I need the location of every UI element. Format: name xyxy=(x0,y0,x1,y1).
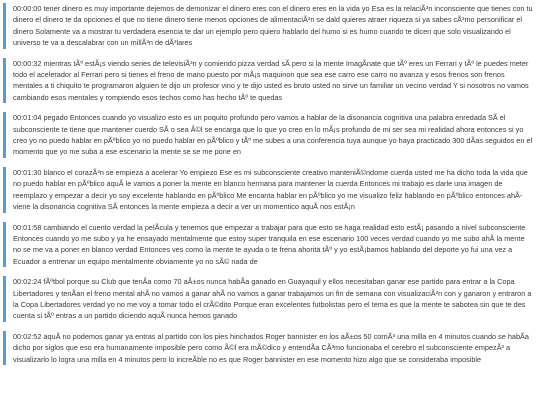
caption-text: mientras tÃº estÃ¡s viendo series de televisiÃ³n y comiendo pizza verdad sÃ pero si la mente ImagÃnate que tÃº eres un Ferrari y tÃº le puedes meter todo el acelerador al Ferrari pero si tienes el freno de mano puesto por mÃ¡s maquinon que sea ese carro ese carro no avanza y esos frenos son frenos mentales a ti chiquito te programaron alguien te dijo un profesor vino y te dijo usted es bruto usted no sirve un familiar un vecino verdad Y si nosotros no vamos cambiando esos mentales y rompiendo esos techos como has hecho tÃº te quedas xyxy=(13,58,529,102)
caption-text: aquÃ no podemos ganar ya entras al partido con los pies hinchados Roger bannister en los aÃ±os 50 corriÃ³ una milla en 4 minutos cuando se habÃa dicho por siglos que eso era humanamente imposible pero como Ã©l era mÃ©dico y entendÃa CÃ³mo funcionaba el cerebro el subconsciente empezÃ³ a visualizarlo lo logra una milla en 4 minutos pero lo increÃble no es que Roger bannister en ese momento hizo algo que se consideraba imposible xyxy=(13,331,529,364)
timestamp: 00:00:32 xyxy=(13,58,42,68)
timestamp: 00:01:30 xyxy=(13,167,42,177)
transcript-entry xyxy=(3,58,534,104)
timestamp: 00:00:00 xyxy=(13,4,42,13)
transcript-entry xyxy=(3,222,534,268)
transcript-entry xyxy=(3,331,534,365)
timestamp: 00:01:58 xyxy=(13,222,42,232)
transcript-entry xyxy=(3,112,534,158)
caption-text: cambiando el cuento verdad la pelÃcula y tenemos que empezar a trabajar para que esto se haga realidad esto estÃ¡ pasando a nivel subconsciente Entonces cuando yo me subo y ya he ensayado mentalmente que estoy super tranquila en ese escenario 100 veces verdad cuando yo me subo ahÃ la mente no se me va a poner en blanco verdad Entonces ves como la mente te ayuda o te frena ahorita tÃº y yo estÃ¡bamos hablando del deporte yo fui una vez a Ecuador a entrenar un equipo mentalmente obviamente yo no sÃ© nada de xyxy=(13,222,526,266)
caption-text: tener dinero es muy importante dejemos de demonizar el dinero eres con el dinero eres en la vida yo Esa es la relaciÃ³n inconsciente que tienes con tu dinero el dinero te da opciones el que no tiene dinero tiene menos opciones de alimentaciÃ³n se dald quieres atraer riqueza si ya sabes cÃ³mo personificar el dinero Solamente va a mostrar tu verdadera esencia te dar un ejemplo pero quiero hablarlo del humo si es humo cuando te dicen que solo visualizando el universo te va a descalabrar con un millÃ³n de dÃ³lares xyxy=(13,4,533,48)
timestamp: 00:01:04 xyxy=(13,113,42,123)
caption-text: pegado Entonces cuando yo visualizo esto es un poquito profundo pero vamos a hablar de la disonancia cognitiva una palabra enredada SÃ el subconsciente te tiene que mantener cuerdo SÃ o sea Ã©l se encarga que lo que yo creo en lo mÃ¡s profundo de mi ser sea mi realidad ahora entonces si yo creo yo no puedo hablar en pÃºblico yo no puedo hablar en pÃºblico y tÃº me subes a una conferencia tuya aunque yo haya practicado 300 dÃas seguidos en el momento que yo me suba a ese escenario la mente se se me pone en xyxy=(13,113,533,157)
caption-text: blanco el corazÃ³n se empieza a acelerar Yo empiezo Ese es mi subconsciente creativo manteniÃ©ndome cuerda usted me ha dicho toda la vida que no puedo hablar en pÃºblico aquÃ le vamos a poner la mente en blanco hermana para mantener la cuerda Entonces mi trabajo es darle una imagen de reemplazo y empezar a decir yo soy excelente hablando en pÃºblico Me encanta hablar en pÃºblico yo me visualizo feliz hablando en pÃºblico entonces ahÃ viene la disonancia cognitiva SÃ entonces la mente empieza a decir a ver un momentico aquÃ nos estÃ¡n xyxy=(13,167,528,212)
timestamp: 00:02:24 xyxy=(13,277,42,287)
transcript-entry xyxy=(3,167,534,213)
timestamp: 00:02:52 xyxy=(13,331,42,341)
caption-text: fÃºtbol porque su Club que tenÃa como 70 aÃ±os nunca habÃa ganado en Guayaquil y ellos necesitaban ganar ese partido para entrar a la Copa Libertadores y tenÃan el freno mental ahÃ no vamos a ganar ahÃ no vamos a ganar trabajamos un fin de semana con visualizaciÃ³n con y ganaron y entraron a la Copa Libertadores verdad yo no me voy a tomar todo el crÃ©dito Porque eran excelentes futbolistas pero el tema es que la mente te sabotea sin que te des cuenta si tÃº entras a un partido diciendo aquÃ nunca hemos ganado xyxy=(13,277,532,321)
transcript-entry xyxy=(3,276,534,322)
transcript-entry xyxy=(3,3,534,49)
